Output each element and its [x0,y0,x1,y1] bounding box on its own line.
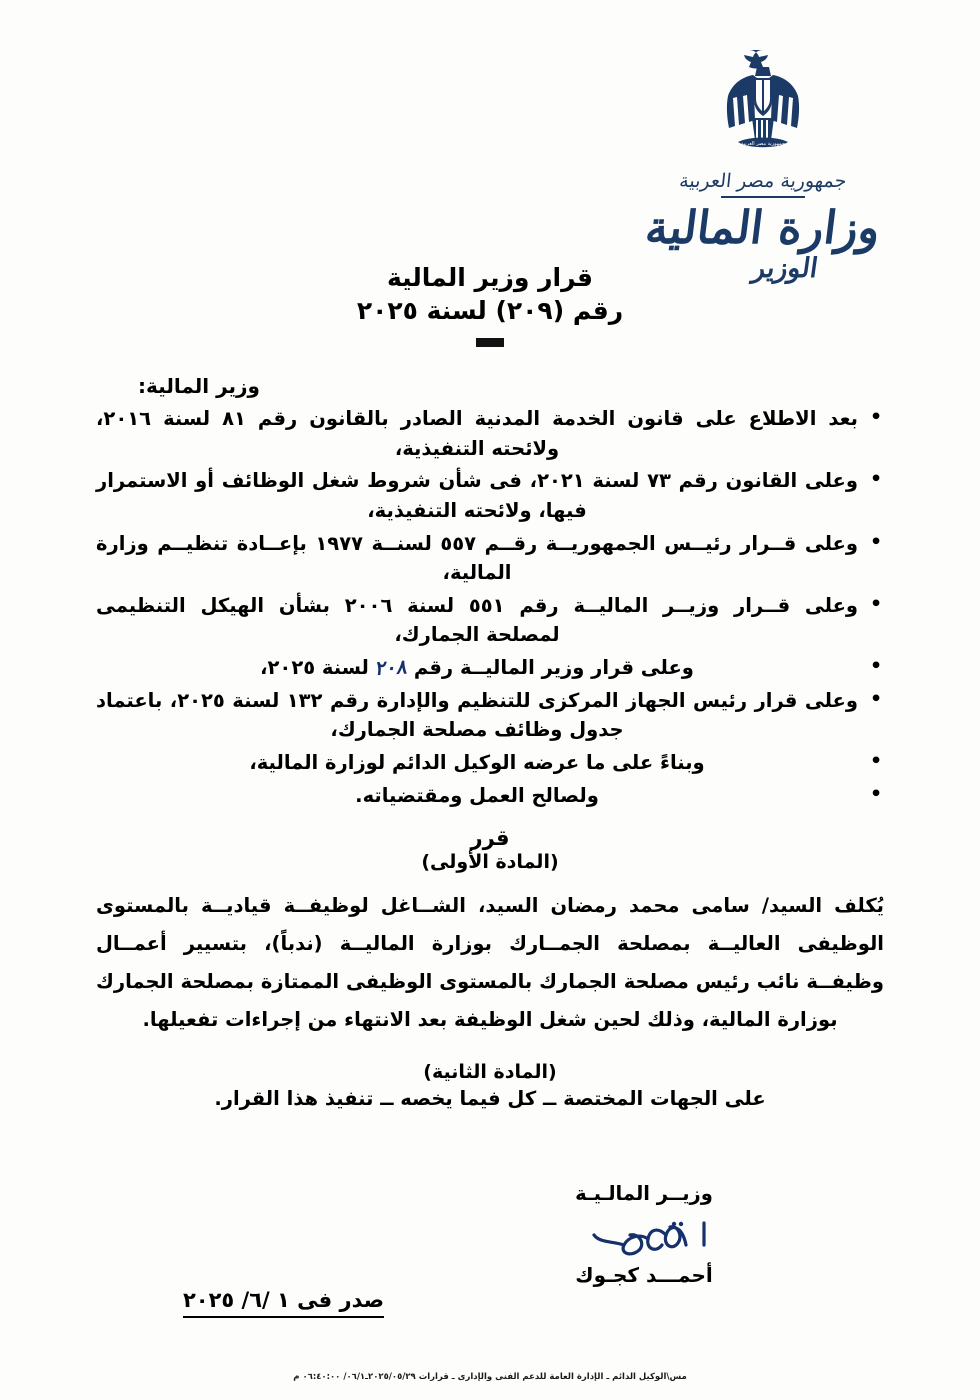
svg-text:جمهورية مصر العربية: جمهورية مصر العربية [741,141,785,147]
list-item: • وبناءً على ما عرضه الوكيل الدائم لوزارة المالية، [96,748,884,778]
document-title: قرار وزير المالية [386,263,594,292]
number-suffix: ) لسنة [426,296,507,326]
ministry-name: وزارة المالية [642,201,884,254]
decision-number: ٢٠٩ [506,296,553,326]
document-number-line [0,295,980,328]
ink-correction-number: ٢٠٨ [374,655,409,680]
decided-heading: قرر [470,826,510,851]
signatory-title: وزيــر المالـيـة [575,1182,713,1205]
list-item: • وعلى قــرار رئيــس الجمهوريــة رقــم ٥٥٧ لسنــة ١٩٧٧ بإعــادة تنظيــم وزارة المالية، [96,529,884,588]
letterhead-divider [721,196,805,198]
article-two-body: على الجهات المختصة ــ كل فيما يخصه ــ تنفيذ هذا القرار. [214,1087,766,1111]
issue-date-label: صدر فى [297,1288,384,1312]
handwritten-signature-icon [554,1211,734,1263]
preamble-list [96,404,884,810]
letterhead [598,48,928,284]
issue-date [183,1288,384,1318]
number-prefix: رقم ( [552,296,624,326]
list-item-with-ink-correction: • وعلى قرار وزير الماليــة رقم ٢٠٨ لسنة ٢٠٢٥، [96,653,884,683]
decision-year: ٢٠٢٥ [356,296,418,326]
title-underline-dash [476,338,504,347]
list-item: • وعلى القانون رقم ٧٣ لسنة ٢٠٢١، فى شأن شروط شغل الوظائف أو الاستمرار فيها، ولائحته التنفيذية، [96,466,884,525]
addressee-label: وزير المالية: [138,374,260,398]
minister-label: الوزير [750,253,820,285]
document-title-block [0,262,980,347]
list-item: • بعد الاطلاع على قانون الخدمة المدنية الصادر بالقانون رقم ٨١ لسنة ٢٠١٦، ولائحته التنفيذية، [96,404,884,463]
article-one-body: يُكلف السيد/ سامى محمد رمضان السيد، الشــاغل لوظيفــة قياديــة بالمستوى الوظيفى العاليــة بمصلحة الجمــارك بوزارة الماليــة (ندباً)، بتسيير أعمــال وظيفــة نائب رئيس مصلحة الجمارك بالمستوى الوظيفى الممتازة بمصلحة الجمارك بوزارة المالية، وذلك لحين شغل الوظيفة بعد الانتهاء من إجراءات تفعيلها. [96,894,884,1032]
signature-block [504,1182,784,1287]
article-two-heading: (المادة الثانية) [423,1061,557,1084]
republic-name: جمهورية مصر العربية [678,170,848,192]
document-body [96,374,884,1110]
footer-trace-line: مس\الوكيل الدائم ـ الإدارة العامة للدعم الفنى والإدارى ـ قرارات ٢٠٢٥/٠٥/٢٩ـ٠٦/١/ ٠٦:٤٠:٠٠ م [293,1372,687,1382]
list-item: • ولصالح العمل ومقتضياته. [96,781,884,811]
issue-date-value: ١ /٦/ ٢٠٢٥ [182,1288,290,1312]
signatory-name: أحمـــد كجـوك [575,1263,713,1287]
egypt-eagle-emblem-icon [720,48,806,164]
list-item: • وعلى قــرار وزيــر الماليــة رقم ٥٥١ لسنة ٢٠٠٦ بشأن الهيكل التنظيمى لمصلحة الجمارك، [96,591,884,650]
list-item: • وعلى قرار رئيس الجهاز المركزى للتنظيم والإدارة رقم ١٣٢ لسنة ٢٠٢٥، باعتماد جدول وظائف مصلحة الجمارك، [96,686,884,745]
article-one-heading: (المادة الأولى) [421,851,559,874]
